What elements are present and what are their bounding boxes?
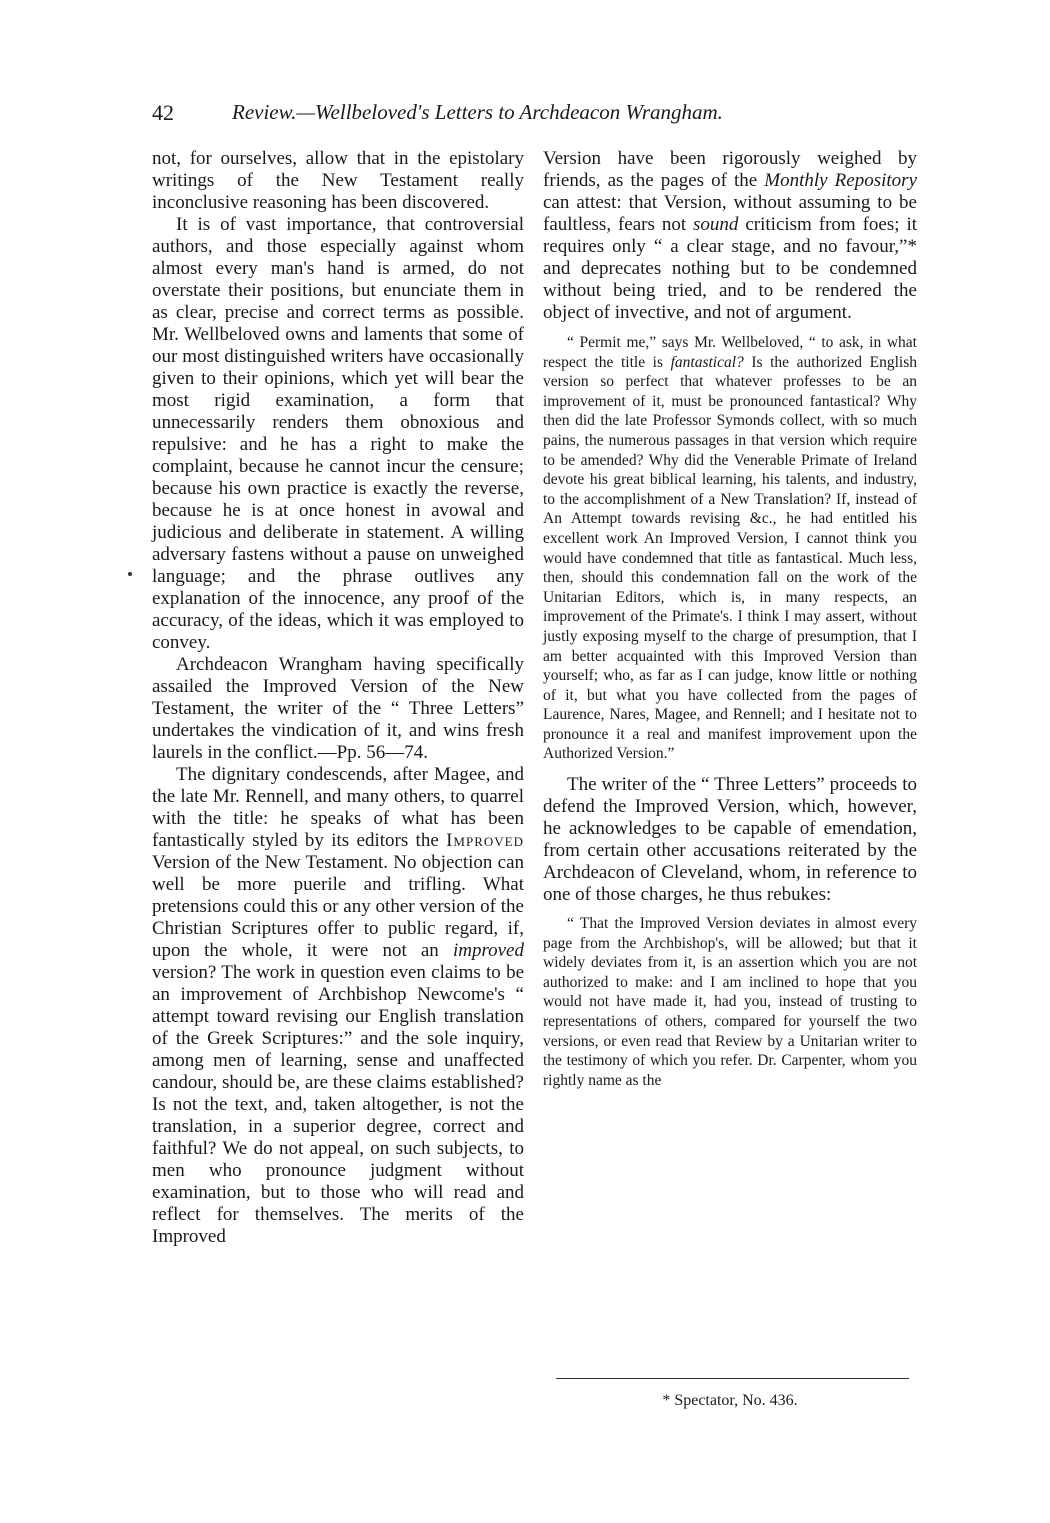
left-paragraph-2: It is of vast importance, that controversial authors, and those especially against whom almost every man's hand is armed, do not overstate their positions, but enunciate them in as clear, precise and correct terms as possible. Mr. Wellbeloved owns and laments that some of our most distinguished writers have occasionally given to their opinions, which yet will bear the most rigid examination, a form that unnecessarily renders them obnoxious and repulsive: and he has a right to make the complaint, because he cannot incur the censure; because his own practice is exactly the reverse, because he is at once honest in avowal and judicious and deliberate in statement. A willing adversary fastens without a pause on unweighed language; and the phrase outlives any explanation of the innocence, any proof of the accuracy, of the ideas, which it was employed to convey. — [152, 214, 524, 653]
left-paragraph-4-c: version? The work in question even claims to be an improvement of Archbishop Newcome's “ attempt toward revising our English translation of the Greek Scriptures:” and the sole inquiry, among men of learning, sense and unaffected candour, should be, are these claims established? Is not the text, and, taken altogether, is not the translation, in a superior degree, correct and faithful? We do not appeal, on such subjects, to men who pronounce judgment without examination, but to those who will read and reflect for themselves. The merits of the Improved — [152, 962, 524, 1247]
improved-italic: improved — [452, 940, 524, 961]
left-paragraph-3: Archdeacon Wrangham having specifically assailed the Improved Version of the New Testament, the writer of the “ Three Letters” undertakes the vindication of it, and wins fresh laurels in the conflict.—Pp. 56—74. — [152, 654, 524, 763]
improved-small-caps: Improved — [446, 830, 525, 851]
running-title: Review.—Wellbeloved's Letters to Archdeacon Wrangham. — [232, 100, 723, 124]
block-quote-1 — [543, 333, 917, 764]
left-paragraph-4-a: The dignitary condescends, after Magee, and the late Mr. Rennell, and many others, to quarrel with the title: he speaks of what has been fantastically styled by its editors the — [152, 764, 524, 851]
right-paragraph-2: The writer of the “ Three Letters” proceeds to defend the Improved Version, which, however, he acknowledges to be capable of emendation, from certain other accusations reiterated by the Archdeacon of Cleveland, whom, in reference to one of those charges, he thus rebukes: — [543, 774, 917, 906]
page-number: 42 — [152, 100, 174, 125]
right-paragraph-1-a: Version have been rigorously weighed by friends, as the pages of the — [543, 148, 917, 191]
right-paragraph-1 — [543, 148, 917, 324]
print-speck — [128, 572, 132, 576]
block-quote-1-a: “ Permit me,” says Mr. Wellbeloved, “ to ask, in what respect the title is — [543, 334, 917, 371]
footnote: * Spectator, No. 436. — [662, 1392, 798, 1409]
block-quote-2: “ That the Improved Version deviates in almost every page from the Archbishop's, will be allowed; but that it widely deviates from it, is an assertion which you are not authorized to make: and I am inclined to hope that you would not have made it, had you, instead of trusting to representations of others, compared for yourself the two versions, or even read that Review by a Unitarian writer to the testimony of which you refer. Dr. Carpenter, whom you rightly name as the — [543, 915, 917, 1089]
right-column — [543, 148, 917, 1090]
sound-italic: sound — [693, 214, 739, 235]
footnote-rule — [556, 1378, 909, 1379]
block-quote-1-b: Is the authorized English version so perfect that whatever professes to be an improvement of it, must be pronounced fantastical? Why then did the late Professor Symonds collect, with so much pains, the numerous passages in that version which require to be amended? Why did the Venerable Primate of Ireland devote his great biblical learning, his talents, and industry, to the accomplishment of a New Translation? If, instead of An Attempt towards revising &c., he had entitled his excellent work An Improved Version, I cannot think you would have condemned that title as fantastical. Much less, then, should this condemnation fall on the work of the Unitarian Editors, which is, in many respects, an improvement of the Primate's. I think I may assert, without justly exposing myself to the charge of presumption, that I am better acquainted with this Improved Version than yourself; who, as far as I can judge, know little or nothing of it, but what you have collected from the pages of Laurence, Nares, Magee, and Rennell; and I hesitate not to pronounce it a real and manifest improvement upon the Authorized Version.” — [543, 353, 917, 763]
left-column — [152, 148, 524, 1248]
left-paragraph-4 — [152, 764, 524, 1248]
left-paragraph-4-b: Version of the New Testament. No objection can well be more puerile and trifling. What pretensions could this or any other version of the Christian Scriptures offer to public regard, if, upon the whole, it were not an — [152, 852, 524, 961]
left-paragraph-1: not, for ourselves, allow that in the epistolary writings of the New Testament really inconclusive reasoning has been discovered. — [152, 148, 524, 213]
monthly-repository-italic: Monthly Repository — [764, 170, 918, 191]
right-paragraph-1-c: criticism from foes; it requires only “ a clear stage, and no favour,”* and deprecates nothing but to be condemned without being tried, and to be rendered the object of invective, and not of argument. — [543, 214, 918, 323]
fantastical-italic: fantastical? — [670, 353, 744, 371]
running-header — [152, 100, 922, 128]
right-paragraph-1-b: can attest: that Version, without assuming to be faultless, fears not — [543, 192, 917, 235]
